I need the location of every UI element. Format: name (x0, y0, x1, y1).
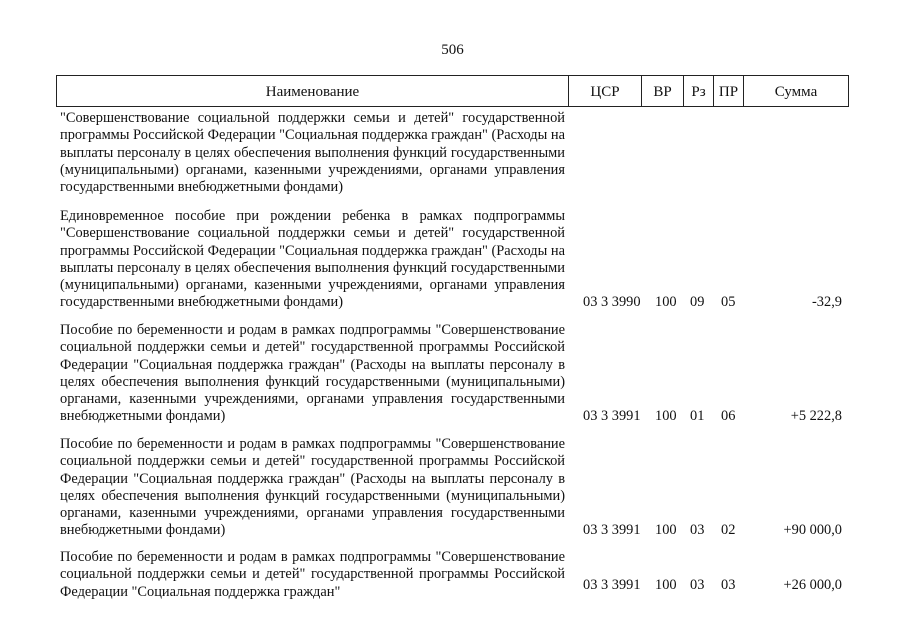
header-name: Наименование (56, 75, 568, 107)
row-name: Единовременное пособие при рождении ребенка в рамках подпрограммы "Совершенствование социальной поддержки семьи и детей" государственной программы Российской Федерации "Социальная поддержка граждан" (Расходы на выплаты персоналу в целях обеспечения выполнения функций государственными (муниципальными) органами, казенными учреждениями, органами управления государственными внебюджетными фондами) (60, 208, 565, 311)
row-pr: 02 (721, 522, 736, 538)
row-rz: 01 (690, 408, 705, 424)
row-vr: 100 (655, 294, 677, 310)
header-vr: ВР (641, 75, 683, 107)
row-csr: 03 3 3991 (583, 522, 641, 538)
row-rz: 09 (690, 294, 705, 310)
row-sum: +90 000,0 (783, 522, 842, 538)
row-name: Пособие по беременности и родам в рамках подпрограммы "Совершенствование социальной поддержки семьи и детей" государственной программы Российской Федерации "Социальная поддержка граждан" (Расходы на выплаты персоналу в целях обеспечения выполнения функций государственными (муниципальными) органами, казенными учреждениями, органами управления государственными внебюджетными фондами) (60, 436, 565, 539)
header-pr: ПР (713, 75, 743, 107)
row-vr: 100 (655, 408, 677, 424)
row-sum: +5 222,8 (790, 408, 842, 424)
row-name: Пособие по беременности и родам в рамках подпрограммы "Совершенствование социальной поддержки семьи и детей" государственной программы Российской Федерации "Социальная поддержка граждан" (Расходы на выплаты персоналу в целях обеспечения выполнения функций государственными (муниципальными) органами, казенными учреждениями, органами управления государственными внебюджетными фондами) (60, 322, 565, 425)
row-pr: 06 (721, 408, 736, 424)
row-vr: 100 (655, 522, 677, 538)
row-rz: 03 (690, 522, 705, 538)
row-vr: 100 (655, 577, 677, 593)
table-header (56, 75, 849, 107)
header-rz: Рз (683, 75, 713, 107)
row-pr: 05 (721, 294, 736, 310)
row-csr: 03 3 3991 (583, 577, 641, 593)
row-sum: -32,9 (812, 294, 842, 310)
row-pr: 03 (721, 577, 736, 593)
row-name: Пособие по беременности и родам в рамках подпрограммы "Совершенствование социальной поддержки семьи и детей" государственной программы Российской Федерации "Социальная поддержка граждан" (60, 549, 565, 600)
page-number: 506 (441, 42, 464, 58)
row-csr: 03 3 3991 (583, 408, 641, 424)
row-name: "Совершенствование социальной поддержки семьи и детей" государственной программы Российской Федерации "Социальная поддержка граждан" (Расходы на выплаты персоналу в целях обеспечения выполнения функций государственными (муниципальными) органами, казенными учреждениями, органами управления государственными внебюджетными фондами) (60, 110, 565, 196)
row-rz: 03 (690, 577, 705, 593)
header-csr: ЦСР (568, 75, 641, 107)
row-csr: 03 3 3990 (583, 294, 641, 310)
header-sum: Сумма (743, 75, 849, 107)
row-sum: +26 000,0 (783, 577, 842, 593)
